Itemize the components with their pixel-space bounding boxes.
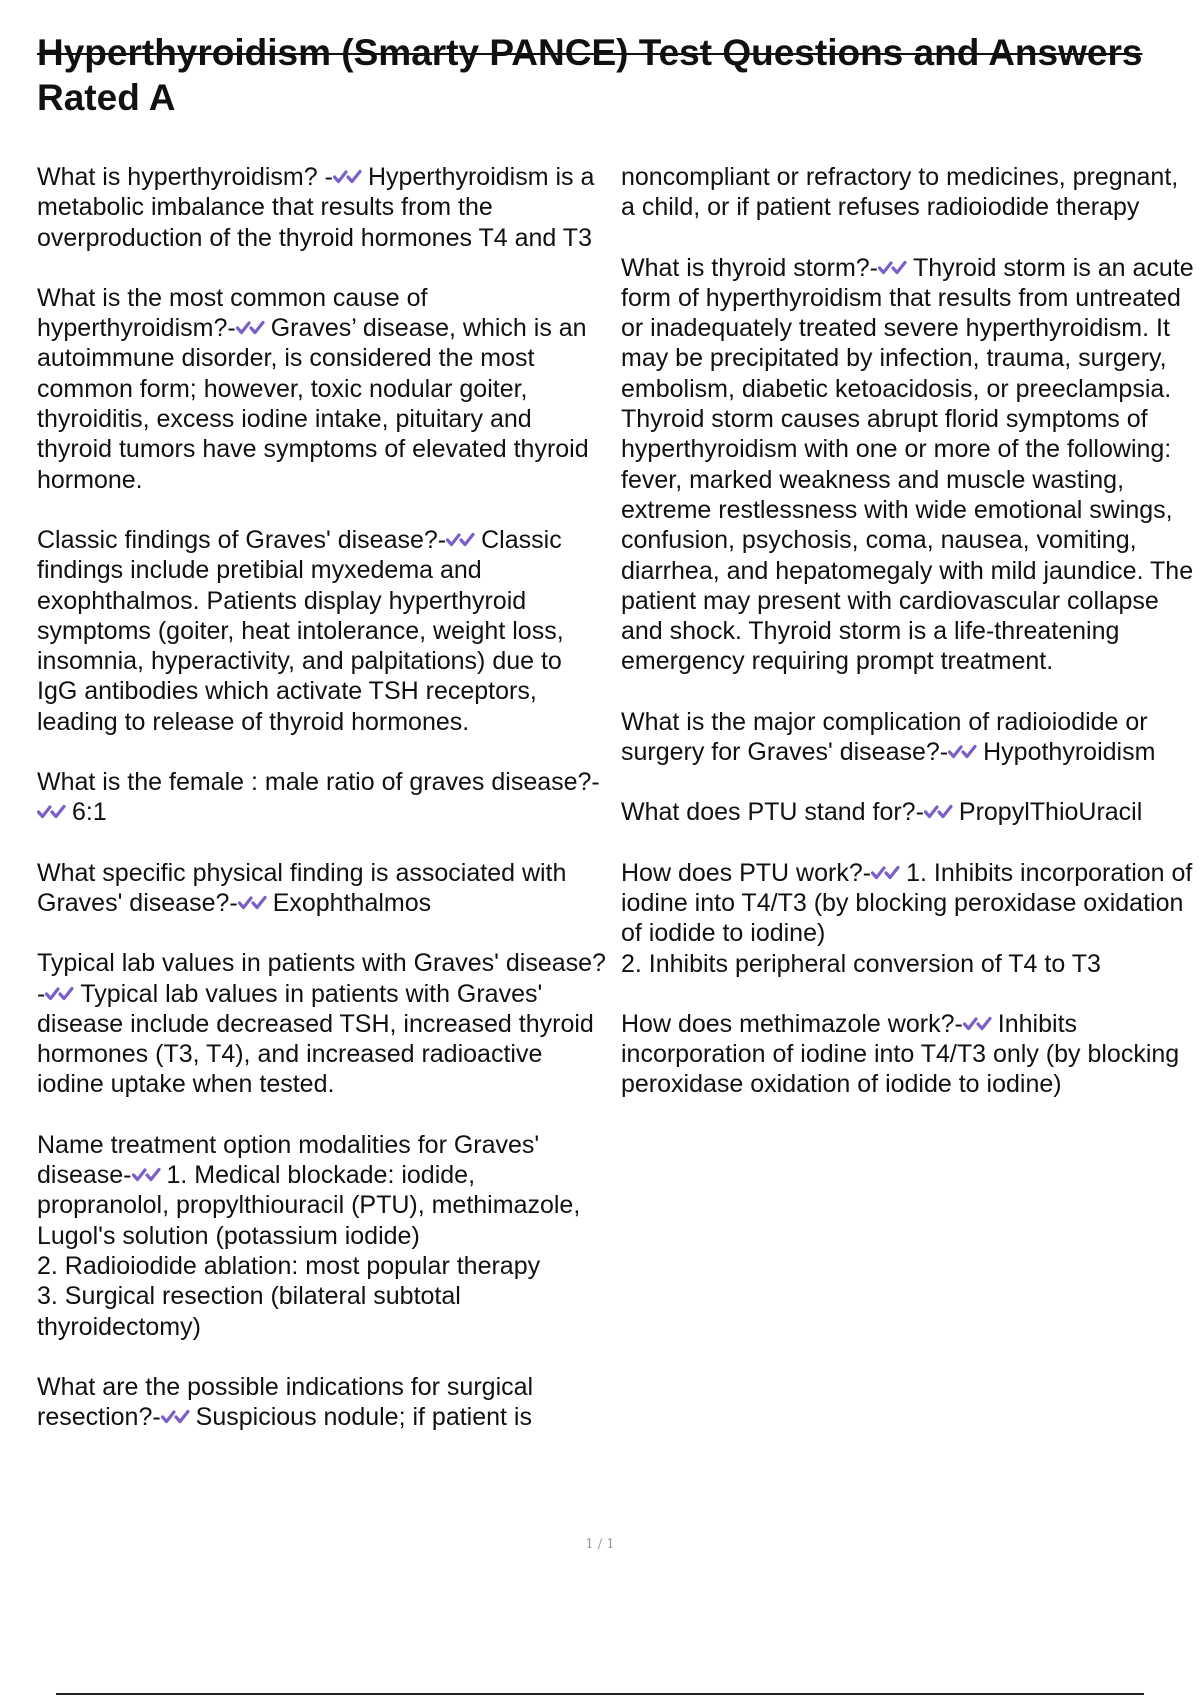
answer-text: PropylThioUracil bbox=[958, 798, 1143, 827]
bottom-divider bbox=[56, 1693, 1144, 1695]
page-number: 1 / 1 bbox=[585, 1537, 615, 1552]
answer-text: Exophthalmos bbox=[272, 888, 432, 917]
qa-item bbox=[37, 767, 607, 828]
double-check-icon bbox=[132, 1164, 161, 1186]
question-text: What specific physical finding is associated with Graves' disease?- bbox=[37, 858, 567, 917]
qa-item bbox=[621, 858, 1196, 979]
answer-list-line: 3. Surgical resection (bilateral subtotal thyroidectomy) bbox=[37, 1282, 461, 1341]
title-strikethrough-text: Hyperthyroidism (Smarty PANCE) Test Questions and Answers bbox=[37, 32, 1143, 73]
question-text: What is the female : male ratio of graves disease?- bbox=[37, 768, 600, 797]
continued-answer-text: noncompliant or refractory to medicines, pregnant, a child, or if patient refuses radioiodide therapy bbox=[621, 163, 1179, 222]
qa-item bbox=[37, 1130, 607, 1342]
qa-item bbox=[37, 858, 607, 919]
qa-item bbox=[37, 162, 607, 253]
question-text: How does methimazole work?- bbox=[621, 1009, 963, 1038]
answer-text: Hypothyroidism bbox=[983, 738, 1156, 767]
qa-item bbox=[37, 525, 607, 737]
qa-item bbox=[621, 797, 1196, 827]
answer-text: Graves’ disease, which is an autoimmune disorder, is considered the most common form; however, toxic nodular goiter, thyroiditis, excess iodine intake, pituitary and thyroid tumors have symptoms of elevated thyroid hormone. bbox=[37, 314, 589, 494]
answer-text: 6:1 bbox=[72, 798, 107, 827]
qa-item bbox=[37, 283, 607, 495]
double-check-icon bbox=[238, 892, 267, 914]
double-check-icon bbox=[871, 862, 900, 884]
title-rated-text: Rated A bbox=[37, 77, 176, 118]
answer-list-line: 2. Inhibits peripheral conversion of T4 to T3 bbox=[621, 949, 1101, 978]
double-check-icon bbox=[161, 1406, 190, 1428]
answer-text: Hyperthyroidism is a metabolic imbalance that results from the overproduction of the thyroid hormones T4 and T3 bbox=[37, 163, 595, 252]
double-check-icon bbox=[333, 166, 362, 188]
question-text: What is hyperthyroidism? - bbox=[37, 163, 333, 191]
double-check-icon bbox=[878, 257, 907, 279]
question-text: How does PTU work?- bbox=[621, 858, 872, 887]
qa-item bbox=[621, 1009, 1196, 1100]
double-check-icon bbox=[948, 741, 977, 763]
left-column bbox=[37, 162, 607, 1462]
double-check-icon bbox=[37, 801, 66, 823]
document-title bbox=[37, 30, 1187, 120]
double-check-icon bbox=[446, 529, 475, 551]
answer-text: Suspicious nodule; if patient is bbox=[195, 1403, 532, 1432]
right-column bbox=[621, 162, 1196, 1130]
question-text: What is the major complication of radioiodide or surgery for Graves' disease?- bbox=[621, 707, 1148, 767]
question-text: Name treatment option modalities for Graves' disease- bbox=[37, 1130, 540, 1190]
answer-text: Classic findings include pretibial myxedema and exophthalmos. Patients display hyperthyroid symptoms (goiter, heat intolerance, weight loss, insomnia, hyperactivity, and palpitations) due to IgG antibodies which activate TSH receptors, leading to release of thyroid hormones. bbox=[37, 525, 564, 736]
question-text: What does PTU stand for?- bbox=[621, 798, 924, 827]
answer-text: Thyroid storm is an acute form of hyperthyroidism that results from untreated or inadequately treated severe hyperthyroidism. It may be precipitated by infection, trauma, surgery, embolism, diabetic ketoacidosis, or preeclampsia. Thyroid storm causes abrupt florid symptoms of hyperthyroidism with one or more of the following: fever, marked weakness and muscle wasting, extreme restlessness with wide emotional swings, confusion, psychosis, coma, nausea, vomiting, diarrhea, and hepatomegaly with mild jaundice. The patient may present with cardiovascular collapse and shock. Thyroid storm is a life-threatening emergency requiring prompt treatment. bbox=[621, 253, 1194, 676]
qa-item bbox=[37, 1372, 607, 1433]
answer-list-line: 2. Radioiodide ablation: most popular therapy bbox=[37, 1251, 541, 1280]
question-text: What is the most common cause of hyperthyroidism?- bbox=[37, 283, 428, 343]
answer-text: Inhibits incorporation of iodine into T4/T3 only (by blocking peroxidase oxidation of iodide to iodine) bbox=[621, 1009, 1180, 1099]
double-check-icon bbox=[45, 983, 74, 1005]
double-check-icon bbox=[924, 801, 953, 823]
qa-item bbox=[37, 948, 607, 1099]
answer-text: 1. Medical blockade: iodide, propranolol, propylthiouracil (PTU), methimazole, Lugol's solution (potassium iodide) bbox=[37, 1161, 581, 1250]
double-check-icon bbox=[236, 317, 265, 339]
question-text: What is thyroid storm?- bbox=[621, 253, 879, 282]
question-text: Classic findings of Graves' disease?- bbox=[37, 525, 447, 554]
question-text: What are the possible indications for surgical resection?- bbox=[37, 1372, 534, 1432]
answer-text: 1. Inhibits incorporation of iodine into T4/T3 (by blocking peroxidase oxidation of iodide to iodine) bbox=[621, 858, 1193, 948]
question-text: Typical lab values in patients with Graves' disease?- bbox=[37, 949, 606, 1008]
double-check-icon bbox=[963, 1013, 992, 1035]
answer-text: Typical lab values in patients with Graves' disease include decreased TSH, increased thyroid hormones (T3, T4), and increased radioactive iodine uptake when tested. bbox=[37, 979, 594, 1099]
continued-answer bbox=[621, 162, 1196, 223]
qa-item bbox=[621, 253, 1196, 677]
qa-item bbox=[621, 707, 1196, 768]
